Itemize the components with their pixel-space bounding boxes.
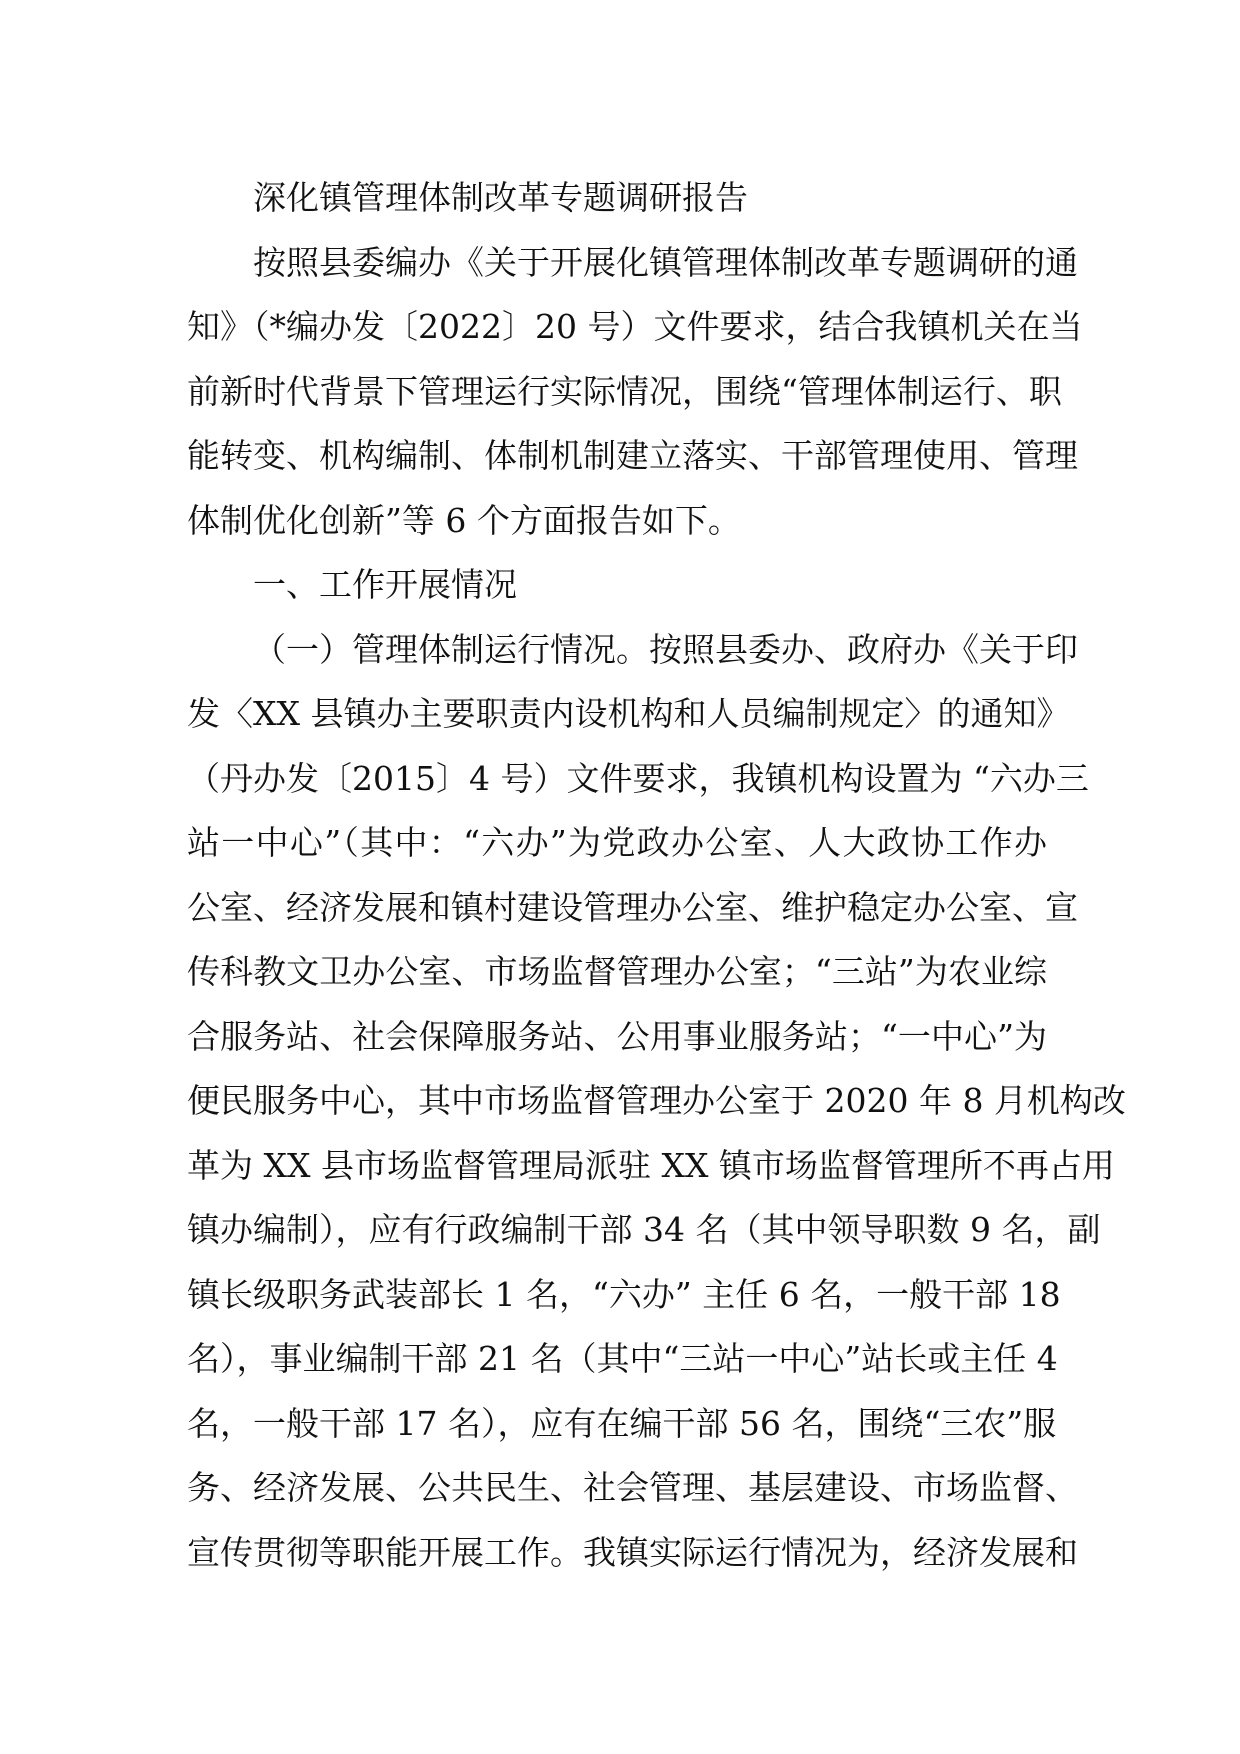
body-paragraph: [187, 618, 1126, 1586]
text-line: 务、经济发展、公共民生、社会管理、基层建设、市场监督、: [187, 1468, 1078, 1507]
text-line: 宣传贯彻等职能开展工作。我镇实际运行情况为，经济发展和: [187, 1532, 1078, 1572]
text-line: 按照县委编办《关于开展化镇管理体制改革专题调研的通: [253, 242, 1078, 282]
text-line: 能转变、机构编制、体制机制建立落实、干部管理使用、管理: [187, 436, 1078, 475]
document-body: [187, 166, 1126, 1585]
text-line: 知》（*编办发〔2022〕20 号）文件要求，结合我镇机关在当: [187, 307, 1083, 346]
text-line: 合服务站、社会保障服务站、公用事业服务站；“一中心”为: [187, 1016, 1047, 1056]
text-line: 公室、经济发展和镇村建设管理办公室、维护稳定办公室、宣: [187, 887, 1078, 927]
text-line: 革为 XX 县市场监督管理局派驻 XX 镇市场监督管理所不再占用: [187, 1145, 1115, 1185]
text-line: 站一中心”（其中：“六办”为党政办公室、人大政协工作办: [187, 823, 1047, 862]
text-line: 名），事业编制干部 21 名（其中“三站一中心”站长或主任 4: [187, 1339, 1058, 1378]
text-line: 前新时代背景下管理运行实际情况，围绕“管理体制运行、职: [187, 371, 1062, 411]
text-line: 体制优化创新”等 6 个方面报告如下。: [187, 500, 741, 540]
text-line: （一）管理体制运行情况。按照县委办、政府办《关于印: [253, 629, 1078, 669]
intro-paragraph: [187, 231, 1083, 554]
text-line: 镇长级职务武装部长 1 名，“六办” 主任 6 名，一般干部 18: [187, 1274, 1061, 1314]
text-line: 镇办编制），应有行政编制干部 34 名（其中领导职数 9 名，副: [187, 1210, 1101, 1249]
text-line: 便民服务中心，其中市场监督管理办公室于 2020 年 8 月机构改: [187, 1081, 1126, 1120]
text-line: （丹办发〔2015〕4 号）文件要求，我镇机构设置为 “六办三: [187, 758, 1089, 798]
text-line: 发〈XX 县镇办主要职责内设机构和人员编制规定〉的通知》: [187, 694, 1070, 733]
section-heading: 一、工作开展情况: [253, 565, 517, 604]
text-line: 传科教文卫办公室、市场监督管理办公室；“三站”为农业综: [187, 952, 1047, 991]
text-line: 名，一般干部 17 名），应有在编干部 56 名，围绕“三农”服: [187, 1403, 1057, 1443]
document-title: 深化镇管理体制改革专题调研报告: [253, 178, 748, 217]
